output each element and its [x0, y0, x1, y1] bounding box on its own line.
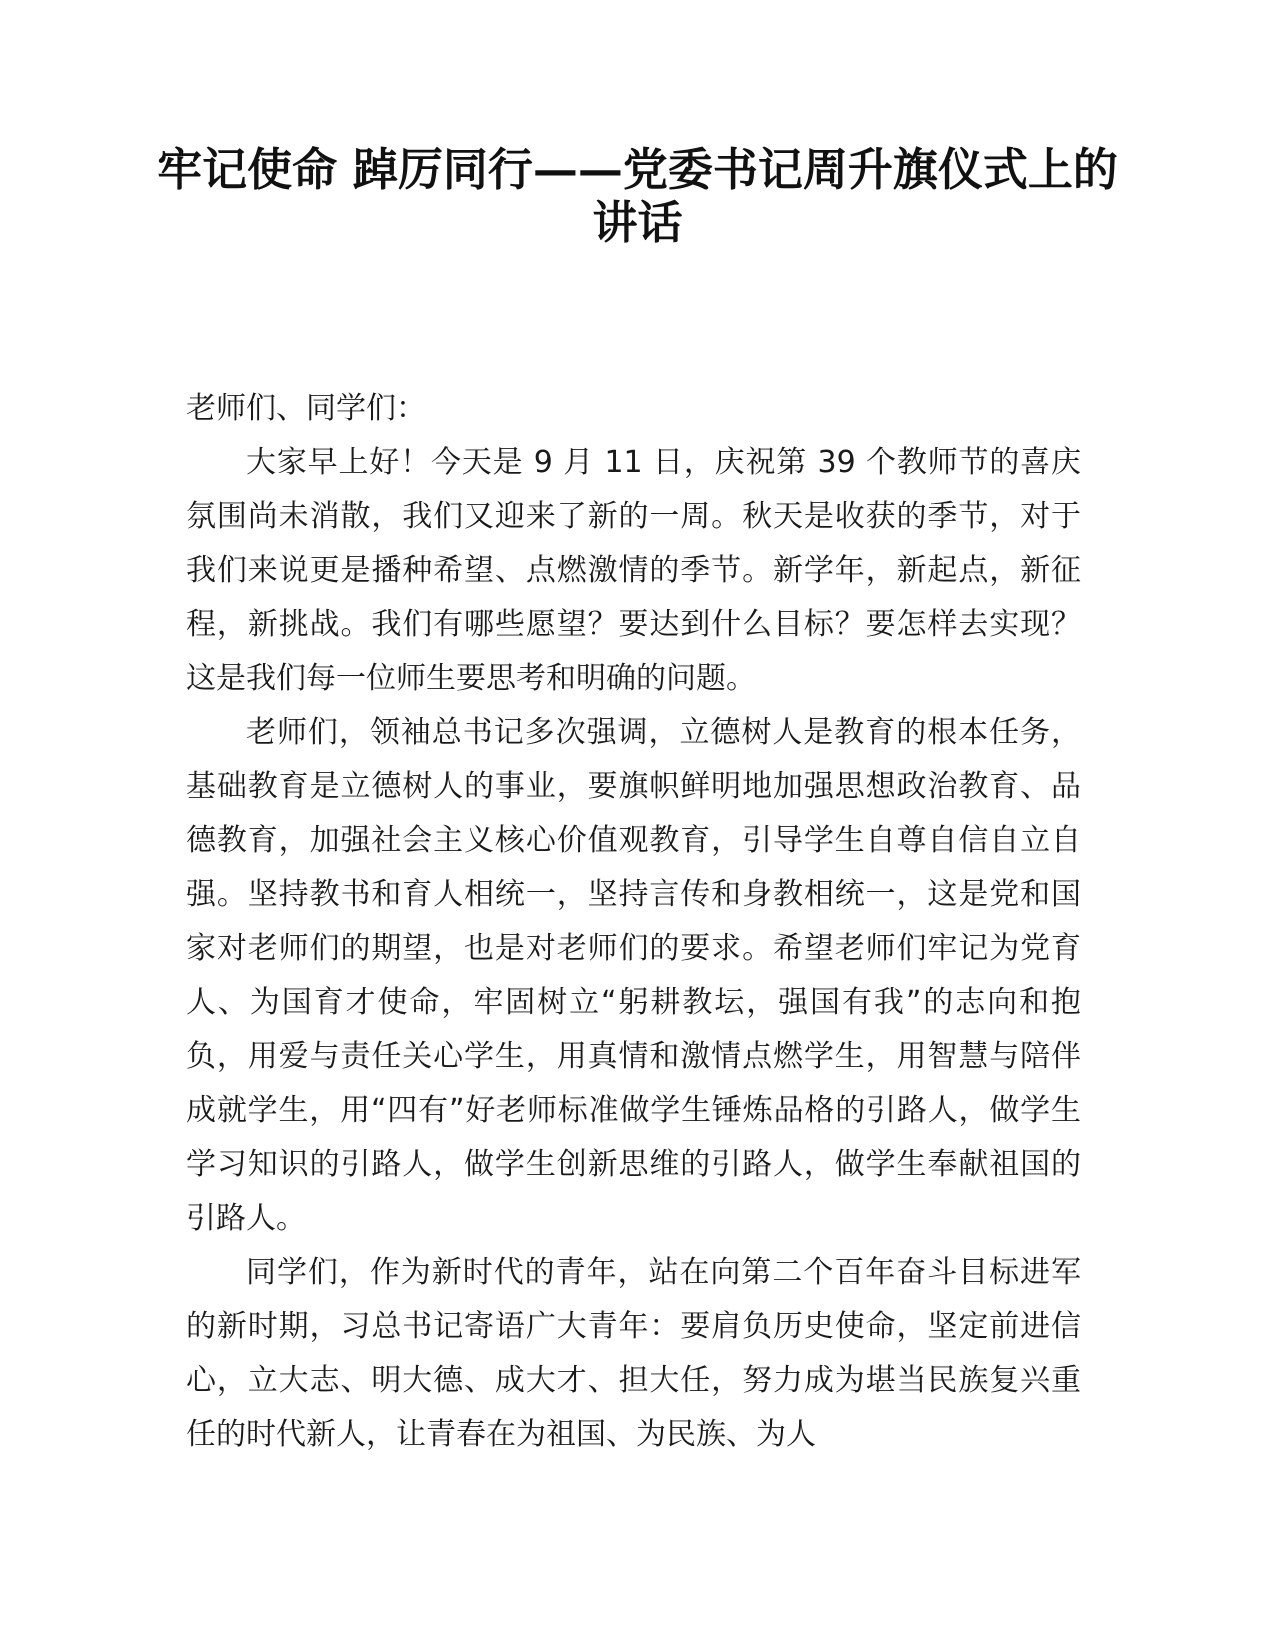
- paragraph-2: 老师们，领袖总书记多次强调，立德树人是教育的根本任务，基础教育是立德树人的事业，要旗帜鲜明地加强思想政治教育、品德教育，加强社会主义核心价值观教育，引导学生自尊自信自立自强。坚持教书和育人相统一，坚持言传和身教相统一，这是党和国家对老师们的期望，也是对老师们的要求。希望老师们牢记为党育人、为国育才使命，牢固树立“躬耕教坛，强国有我”的志向和抱负，用爱与责任关心学生，用真情和激情点燃学生，用智慧与陪伴成就学生，用“四有”好老师标准做学生锤炼品格的引路人，做学生学习知识的引路人，做学生创新思维的引路人，做学生奉献祖国的引路人。: [186, 715, 1081, 1236]
- document-title: 牢记使命 踔厉同行——党委书记周升旗仪式上的讲话: [157, 143, 1118, 249]
- paragraph-3: 同学们，作为新时代的青年，站在向第二个百年奋斗目标进军的新时期，习总书记寄语广大青年：要肩负历史使命，坚定前进信心，立大志、明大德、成大才、担大任，努力成为堪当民族复兴重任的时代新人，让青春在为祖国、为民族、为人: [186, 1255, 1081, 1452]
- paragraph-1: 大家早上好！今天是 9 月 11 日，庆祝第 39 个教师节的喜庆氛围尚未消散，我们又迎来了新的一周。秋天是收获的季节，对于我们来说更是播种希望、点燃激情的季节。新学年，新起点，新征程，新挑战。我们有哪些愿望？要达到什么目标？要怎样去实现？这是我们每一位师生要思考和明确的问题。: [186, 445, 1081, 696]
- document-body: [186, 382, 1081, 1462]
- salutation: 老师们、同学们：: [186, 391, 426, 426]
